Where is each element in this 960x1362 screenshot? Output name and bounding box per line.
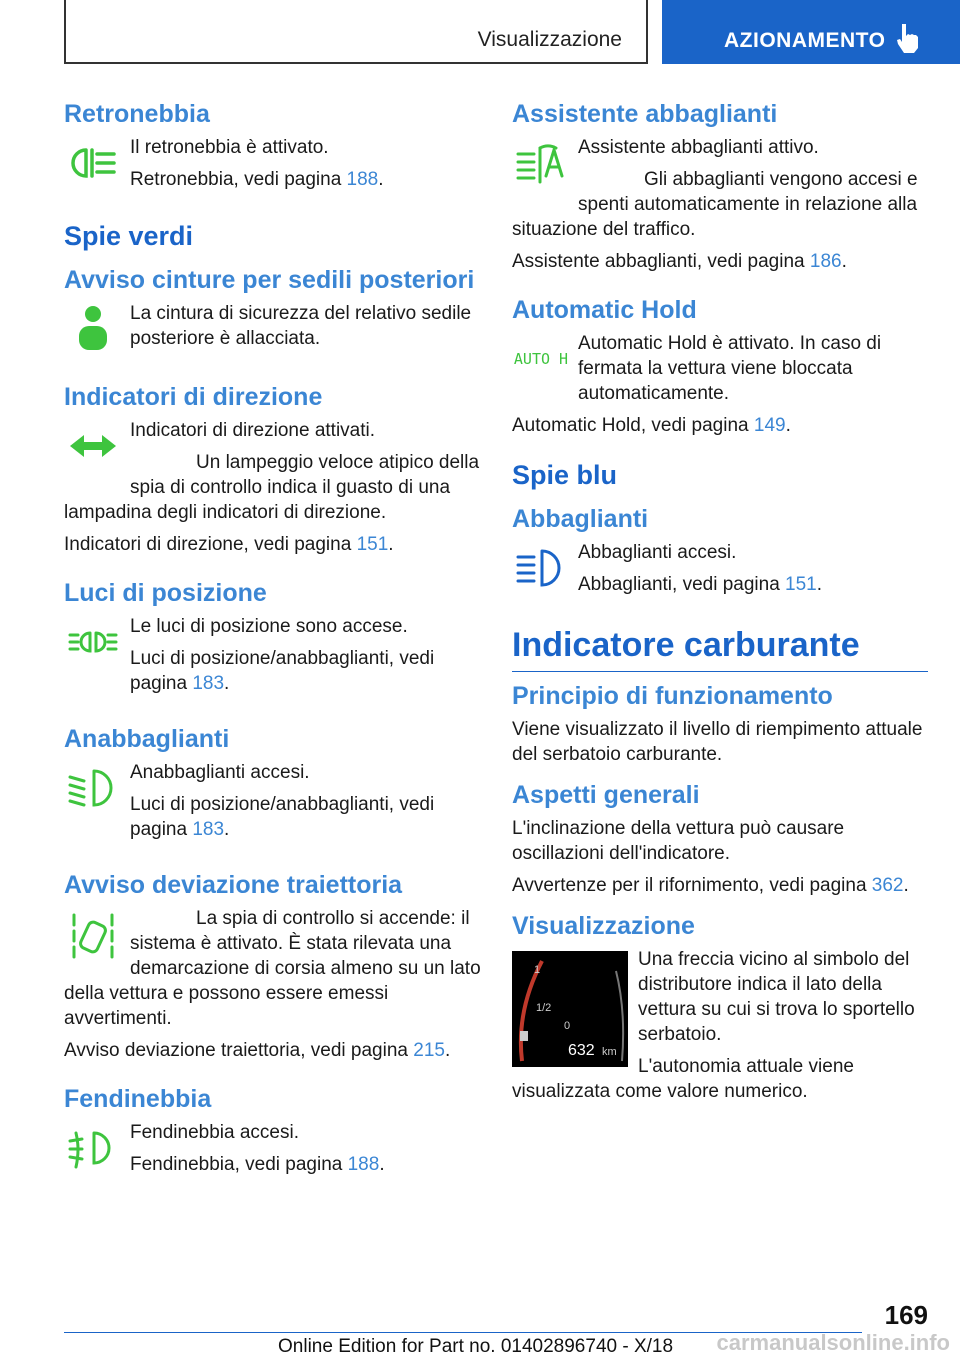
assistente-text1: Assistente abbaglianti attivo.: [578, 137, 819, 158]
section-visualizzazione: [512, 912, 928, 1111]
heading-spie-blu: Spie blu: [512, 460, 618, 490]
heading-principio: Principio di funzionamento: [512, 682, 833, 710]
turn-signal-icon: [64, 418, 122, 474]
page-number: 169: [884, 1300, 928, 1330]
page-link[interactable]: 149: [753, 415, 786, 436]
principio-text: Viene visualizzato il livello di riempimento attuale del serbatoio carburante.: [512, 719, 923, 765]
section-hold: [512, 296, 928, 438]
gauge-label-empty: 0: [564, 1020, 571, 1032]
header-chapter-tab[interactable]: [662, 0, 960, 64]
header-chapter-label: AZIONAMENTO: [724, 29, 886, 52]
fuel-pump-icon: [520, 1031, 528, 1041]
heading-cinture: Avviso cinture per sedili posteriori: [64, 266, 475, 294]
front-fog-icon: [64, 1120, 122, 1176]
indicatori-text1: Indicatori di direzione attivati.: [130, 420, 376, 441]
heading-fendinebbia: Fendinebbia: [64, 1085, 212, 1113]
header-box: [64, 0, 648, 64]
anabbaglianti-ref: Luci di posizione/anabbaglianti, vedi pagina 183.: [130, 794, 435, 840]
assistente-text2: Gli abbaglianti vengono accesi e spenti automaticamente in relazione alla situazione del traffico.: [512, 169, 918, 240]
luci-ref: Luci di posizione/anabbaglianti, vedi pagina 183.: [130, 648, 435, 694]
section-deviazione: [64, 871, 482, 1063]
section-abbaglianti: [512, 505, 928, 604]
high-beam-icon: [512, 540, 570, 596]
retronebbia-ref: Retronebbia, vedi pagina 188.: [130, 169, 384, 190]
hand-pointer-icon: [894, 22, 924, 54]
page-link[interactable]: 183: [192, 673, 225, 694]
abbaglianti-text: Abbaglianti accesi.: [578, 542, 737, 563]
abbaglianti-ref: Abbaglianti, vedi pagina 151.: [578, 574, 823, 595]
section-indicatori: [64, 383, 482, 557]
rear-fog-icon: [64, 135, 122, 191]
fendinebbia-text: Fendinebbia accesi.: [130, 1122, 299, 1143]
low-beam-icon: [64, 760, 122, 816]
heading-hold: Automatic Hold: [512, 296, 697, 324]
heading-abbaglianti: Abbaglianti: [512, 505, 649, 533]
heading-retronebbia: Retronebbia: [64, 100, 210, 128]
auto-hold-icon: [512, 331, 570, 387]
section-fendinebbia: [64, 1085, 482, 1184]
indicatori-text2: Un lampeggio veloce atipico della spia di controllo indica il guasto di una lampadina degli indicatori di direzione.: [64, 452, 480, 523]
heading-spie-verdi: Spie verdi: [64, 221, 194, 251]
section-anabbaglianti: [64, 725, 482, 849]
gauge-range-unit: km: [602, 1046, 617, 1058]
page-link[interactable]: 215: [413, 1040, 445, 1061]
deviazione-text: La spia di controllo si accende: il sistema è attivato. È stata rilevata una demarcazione di corsia almeno su un lato della vettura e possono essere emessi avvertimenti.: [64, 908, 481, 1029]
anabbaglianti-text: Anabbaglianti accesi.: [130, 762, 310, 783]
page-link[interactable]: 183: [192, 819, 225, 840]
header-section-title: Visualizzazione: [477, 28, 622, 51]
lane-departure-icon: [64, 906, 122, 962]
heading-luci: Luci di posizione: [64, 579, 267, 607]
page-link[interactable]: 188: [347, 1154, 380, 1175]
gauge-label-full: 1: [534, 964, 541, 976]
hold-ref: Automatic Hold, vedi pagina 149.: [512, 415, 791, 436]
page-link[interactable]: 188: [346, 169, 379, 190]
cinture-text: La cintura di sicurezza del relativo sedile posteriore è allacciata.: [130, 303, 472, 349]
heading-deviazione: Avviso deviazione traiettoria: [64, 871, 403, 899]
heading-anabbaglianti: Anabbaglianti: [64, 725, 230, 753]
heading-carburante: Indicatore carburante: [512, 626, 928, 672]
section-luci: [64, 579, 482, 703]
heading-visualizzazione: Visualizzazione: [512, 912, 695, 940]
high-beam-assist-icon: [512, 135, 570, 191]
assistente-ref: Assistente abbaglianti, vedi pagina 186.: [512, 251, 847, 272]
section-retronebbia: [64, 100, 482, 199]
watermark: carmanualsonline.info: [716, 1330, 950, 1355]
footer-edition: Online Edition for Part no. 01402896740 - X/18: [278, 1336, 674, 1357]
heading-indicatori: Indicatori di direzione: [64, 383, 323, 411]
deviazione-ref: Avviso deviazione traiettoria, vedi pagina 215.: [64, 1040, 451, 1061]
section-principio: [512, 682, 928, 767]
visual-text1: Una freccia vicino al simbolo del distributore indica il lato della vettura su cui si trova lo sportello serbatoio.: [638, 949, 915, 1045]
hold-text: Automatic Hold è attivato. In caso di fermata la vettura viene bloccata automaticamente.: [578, 333, 882, 404]
fuel-gauge-image: [512, 951, 628, 1067]
fendinebbia-ref: Fendinebbia, vedi pagina 188.: [130, 1154, 385, 1175]
indicatori-ref: Indicatori di direzione, vedi pagina 151.: [64, 534, 394, 555]
retronebbia-text: Il retronebbia è attivato.: [130, 137, 329, 158]
position-light-icon: [64, 614, 122, 670]
page-link[interactable]: 151: [785, 574, 817, 595]
visual-text2: L'autonomia attuale viene visualizzata come valore numerico.: [512, 1056, 854, 1102]
section-assistente: [512, 100, 928, 274]
heading-assistente: Assistente abbaglianti: [512, 100, 778, 128]
heading-aspetti: Aspetti generali: [512, 781, 700, 809]
gauge-label-half: 1/2: [536, 1002, 552, 1014]
section-cinture: [64, 266, 482, 361]
page-link[interactable]: 186: [809, 251, 842, 272]
seatbelt-icon: [64, 301, 122, 357]
right-column: [512, 100, 928, 1133]
gauge-range-value: 632: [568, 1042, 595, 1059]
aspetti-text: L'inclinazione della vettura può causare oscillazioni dell'indicatore.: [512, 818, 845, 864]
page-link[interactable]: 151: [356, 534, 389, 555]
auto-hold-icon-text: AUTO H: [513, 350, 569, 368]
aspetti-ref: Avvertenze per il rifornimento, vedi pagina 362.: [512, 875, 909, 896]
page-link[interactable]: 362: [871, 875, 904, 896]
luci-text: Le luci di posizione sono accese.: [130, 616, 408, 637]
left-column: [64, 100, 482, 1206]
section-aspetti: [512, 781, 928, 898]
